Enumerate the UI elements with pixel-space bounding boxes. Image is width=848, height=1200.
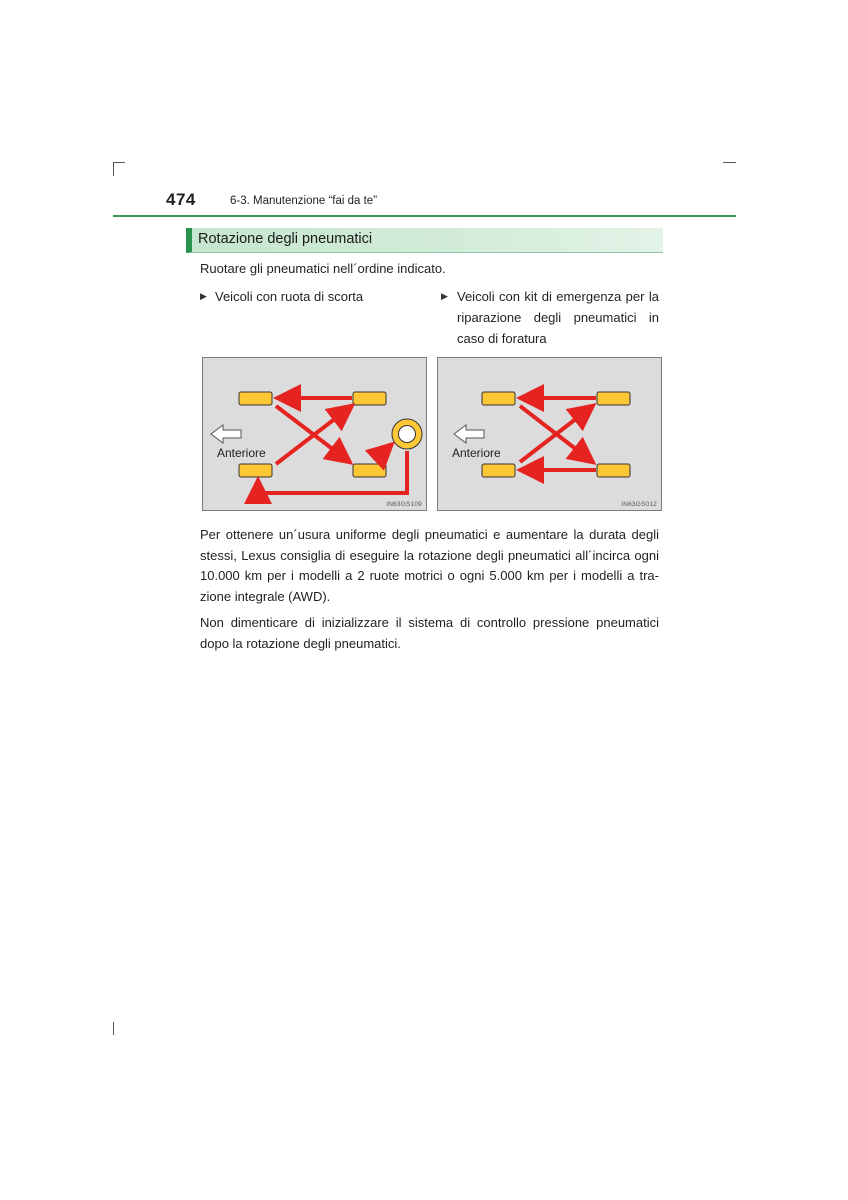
front-label: Anteriore	[217, 446, 266, 460]
variant-spare-wheel	[200, 286, 363, 307]
tire-rear-left	[597, 392, 630, 405]
page-number: 474	[166, 190, 196, 209]
tire-front-left	[482, 392, 515, 405]
variant-repair-kit	[441, 286, 659, 349]
rotation-diagram-repair-kit-graphic	[438, 358, 661, 510]
running-head: 6-3. Manutenzione “fai da te”	[230, 195, 378, 207]
crop-mark-bottom-left	[113, 1022, 114, 1035]
arrow-diagonal-down	[276, 406, 347, 460]
variant-label: Veicoli con ruota di scorta	[215, 289, 364, 304]
tire-rear-right	[353, 464, 386, 477]
section-title: Rotazione degli pneumatici	[198, 231, 373, 247]
header-rule	[113, 215, 736, 217]
triangle-bullet-icon: ▶	[200, 291, 207, 301]
front-direction-arrow-icon	[211, 425, 241, 443]
rotation-diagram-spare-graphic	[203, 358, 426, 510]
front-direction-arrow-icon	[454, 425, 484, 443]
crop-mark-top-right	[723, 162, 736, 163]
tire-front-left	[239, 392, 272, 405]
figure-code: IN63GS109	[386, 501, 422, 508]
paragraph-tpms-reminder: Non dimenticare di inizializzare il sistema di controllo pressione pneumatici dopo la rotazione degli pneumatici.	[200, 615, 659, 651]
intro-text: Ruotare gli pneumatici nell´ordine indicato.	[200, 261, 446, 276]
crop-mark-top-left-vertical	[113, 162, 114, 176]
triangle-bullet-icon: ▶	[441, 291, 448, 301]
arrow-spare-to-rear	[375, 447, 389, 460]
rotation-diagram-repair-kit	[437, 357, 662, 511]
front-label: Anteriore	[452, 446, 501, 460]
variant-label: Veicoli con kit di emergenza per la riparazione degli pneumatici in caso di foratura	[457, 289, 659, 346]
tire-rear-right	[597, 464, 630, 477]
tire-rear-left	[353, 392, 386, 405]
paragraph-rotation-interval: Per ottenere un´usura uniforme degli pneumatici e aumentare la durata degli stessi, Lexus consiglia di eseguire la rotazione degli pneumatici all´incirca ogni 10.000 km per i modelli a 2 ruote motrici o ogni 5.000 km per i modelli a tra-zione integrale (AWD).	[200, 527, 659, 604]
tire-front-right	[482, 464, 515, 477]
section-heading	[186, 228, 663, 253]
tire-front-right	[239, 464, 272, 477]
crop-mark-top-left-horizontal	[113, 162, 125, 163]
figure-code: IN63GS012	[621, 501, 657, 508]
rotation-diagram-spare	[202, 357, 427, 511]
